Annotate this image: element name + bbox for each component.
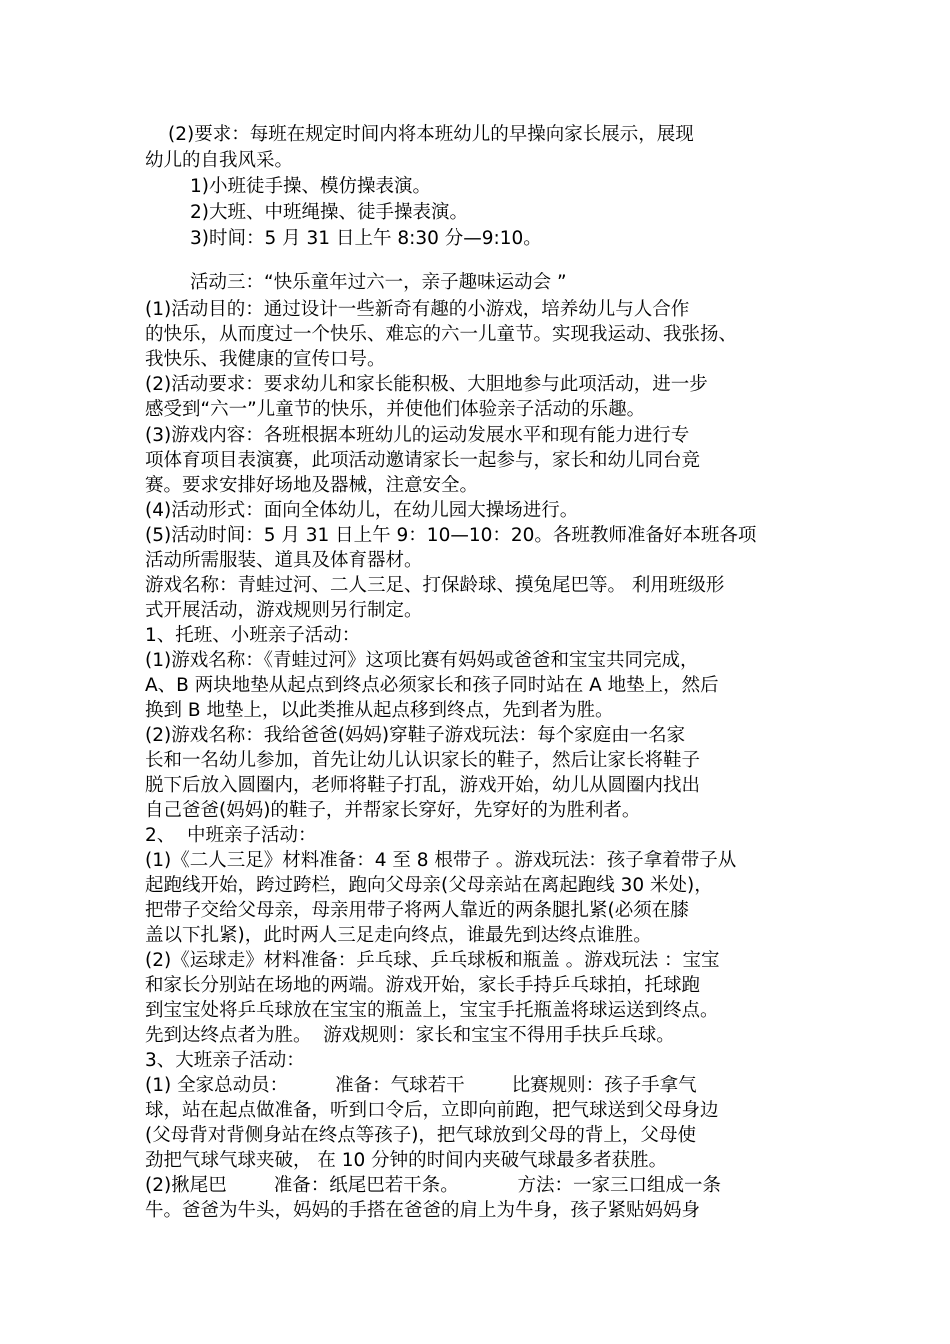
text-line: 到宝宝处将乒乓球放在宝宝的瓶盖上，宝宝手托瓶盖将球运送到终点。 — [145, 1000, 719, 1021]
text-line: 长和一名幼儿参加，首先让幼儿认识家长的鞋子，然后让家长将鞋子 — [145, 750, 701, 771]
text-line: 劲把气球气球夹破， 在 10 分钟的时间内夹破气球最多者获胜。 — [145, 1150, 668, 1171]
text-line: 感受到“六一”儿童节的快乐，并使他们体验亲子活动的乐趣。 — [145, 399, 646, 420]
text-line: (2)《运球走》材料准备：乒乓球、乒乓球板和瓶盖 。游戏玩法 ：宝宝 — [145, 950, 720, 971]
text-line: (2)要求：每班在规定时间内将本班幼儿的早操向家长展示，展现 — [168, 124, 694, 145]
text-line: 我快乐、我健康的宣传口号。 — [145, 349, 386, 370]
text-line: 和家长分别站在场地的两端。游戏开始，家长手持乒乓球拍，托球跑 — [145, 975, 701, 996]
text-line: 盖以下扎紧)，此时两人三足走向终点，谁最先到达终点谁胜。 — [145, 925, 652, 946]
text-line: 的快乐，从而度过一个快乐、难忘的六一儿童节。实现我运动、我张扬、 — [145, 324, 738, 345]
text-line: 1)小班徒手操、模仿操表演。 — [190, 176, 431, 197]
subsection-heading: 2、 中班亲子活动： — [145, 825, 317, 846]
text-line: 牛。爸爸为牛头，妈妈的手搭在爸爸的肩上为牛身，孩子紧贴妈妈身 — [145, 1200, 701, 1221]
text-line: (1)《二人三足》材料准备：4 至 8 根带子 。游戏玩法：孩子拿着带子从 — [145, 850, 737, 871]
text-line: (3)游戏内容：各班根据本班幼儿的运动发展水平和现有能力进行专 — [145, 425, 690, 446]
text-line: 项体育项目表演赛，此项活动邀请家长一起参与，家长和幼儿同台竞 — [145, 450, 701, 471]
text-line: (5)活动时间：5 月 31 日上午 9：10—10：20。各班教师准备好本班各项 — [145, 525, 757, 546]
text-line: 自己爸爸(妈妈)的鞋子，并帮家长穿好，先穿好的为胜利者。 — [145, 800, 641, 821]
text-line: 活动所需服装、道具及体育器材。 — [145, 550, 423, 571]
text-line: 游戏名称：青蛙过河、二人三足、打保龄球、摸兔尾巴等。 利用班级形 — [145, 575, 725, 596]
text-line: (父母背对背侧身站在终点等孩子)，把气球放到父母的背上，父母使 — [145, 1125, 696, 1146]
text-line: (1) 全家总动员： 准备：气球若干 比赛规则：孩子手拿气 — [145, 1075, 697, 1096]
text-line: (2)活动要求：要求幼儿和家长能积极、大胆地参与此项活动，进一步 — [145, 374, 708, 395]
text-line: (1)活动目的：通过设计一些新奇有趣的小游戏，培养幼儿与人合作 — [145, 299, 690, 320]
text-line: 式开展活动，游戏规则另行制定。 — [145, 600, 423, 621]
text-line: 球，站在起点做准备，听到口令后，立即向前跑，把气球送到父母身边 — [145, 1100, 719, 1121]
text-line: (2)游戏名称：我给爸爸(妈妈)穿鞋子游戏玩法：每个家庭由一名家 — [145, 725, 686, 746]
text-line: 脱下后放入圆圈内，老师将鞋子打乱，游戏开始，幼儿从圆圈内找出 — [145, 775, 701, 796]
text-line: 赛。要求安排好场地及器械，注意安全。 — [145, 475, 479, 496]
subsection-heading: 1、托班、小班亲子活动： — [145, 625, 361, 646]
text-line: 先到达终点者为胜。 游戏规则：家长和宝宝不得用手扶乒乓球。 — [145, 1025, 675, 1046]
text-line: 起跑线开始，跨过跨栏，跑向父母亲(父母亲站在离起跑线 30 米处)， — [145, 875, 713, 896]
text-line: A、B 两块地垫从起点到终点必须家长和孩子同时站在 A 地垫上，然后 — [145, 675, 719, 696]
subsection-heading: 3、大班亲子活动： — [145, 1050, 305, 1071]
text-line: 3)时间：5 月 31 日上午 8:30 分—9:10。 — [190, 228, 542, 249]
text-line: 把带子交给父母亲，母亲用带子将两人靠近的两条腿扎紧(必须在膝 — [145, 900, 689, 921]
text-line: 幼儿的自我风采。 — [145, 150, 294, 171]
text-line: (2)揪尾巴 准备：纸尾巴若干条。 方法：一家三口组成一条 — [145, 1175, 722, 1196]
text-line: 2)大班、中班绳操、徒手操表演。 — [190, 202, 468, 223]
text-line: (1)游戏名称：《青蛙过河》这项比赛有妈妈或爸爸和宝宝共同完成， — [145, 650, 699, 671]
text-line: 换到 B 地垫上，以此类推从起点移到终点，先到者为胜。 — [145, 700, 614, 721]
text-line: (4)活动形式：面向全体幼儿，在幼儿园大操场进行。 — [145, 500, 579, 521]
section-heading: 活动三：“快乐童年过六一，亲子趣味运动会 ” — [190, 272, 567, 293]
